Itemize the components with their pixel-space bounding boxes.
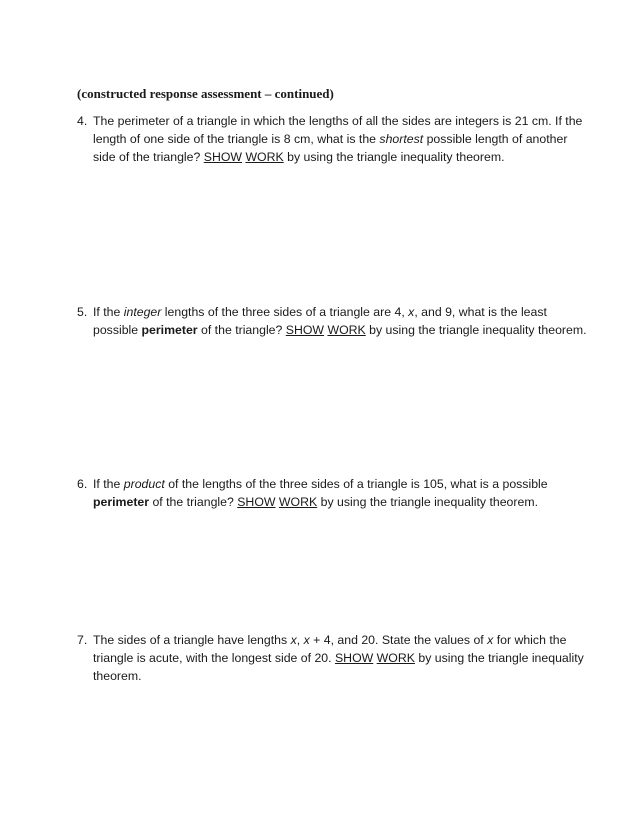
text-run: lengths of the three sides of a triangle are 4, <box>161 305 409 319</box>
question-text <box>93 475 577 511</box>
text-run: by using the triangle inequality theorem. <box>365 323 587 337</box>
question-7 <box>77 631 584 685</box>
show-underlined: SHOW <box>237 495 276 509</box>
question-text <box>93 112 583 166</box>
text-run: of the lengths of the three sides of a triangle is 105, what is a possible <box>164 477 548 491</box>
text-run: If the <box>93 477 124 491</box>
text-run: possible <box>93 323 142 337</box>
work-underlined: WORK <box>278 495 318 509</box>
text-run: , <box>296 633 304 647</box>
text-line <box>93 667 577 685</box>
text-run: triangle is acute, with the longest side of 20. <box>93 651 335 665</box>
text-run: for which the <box>493 633 567 647</box>
emphasis-integer: integer <box>123 305 162 319</box>
text-line <box>93 303 577 321</box>
text-run: of the triangle? <box>197 323 286 337</box>
show-underlined: SHOW <box>285 323 325 337</box>
work-underlined: WORK <box>245 150 284 164</box>
text-run: If the <box>93 305 124 319</box>
section-heading: (constructed response assessment – continued) <box>77 86 334 101</box>
variable-x: x <box>408 305 415 319</box>
text-line <box>93 475 577 493</box>
question-number: 4. <box>77 114 88 128</box>
text-line <box>93 321 587 339</box>
text-run: of the triangle? <box>149 495 238 509</box>
question-text <box>93 631 584 685</box>
question-number: 6. <box>77 477 88 491</box>
work-underlined: WORK <box>327 323 366 337</box>
text-run: possible length of another <box>423 132 568 146</box>
text-line <box>93 649 584 667</box>
question-5 <box>77 303 587 339</box>
bold-perimeter: perimeter <box>93 495 150 509</box>
text-run: + 4, and 20. State the values of <box>309 633 488 647</box>
question-text <box>93 303 587 339</box>
text-line <box>93 148 577 166</box>
text-run: by using the triangle inequality theorem. <box>283 150 505 164</box>
text-run: by using the triangle inequality theorem. <box>317 495 538 509</box>
question-4 <box>77 112 583 166</box>
variable-x: x <box>290 633 297 647</box>
show-underlined: SHOW <box>203 150 243 164</box>
text-line <box>93 112 583 130</box>
work-underlined: WORK <box>376 651 415 665</box>
text-line <box>93 631 577 649</box>
text-run: , and 9, what is the least <box>414 305 547 319</box>
text-run: The perimeter of a triangle in which the lengths of all the sides are integers is 21 cm. If the <box>93 114 583 128</box>
text-line <box>93 130 577 148</box>
bold-perimeter: perimeter <box>141 323 198 337</box>
question-number: 5. <box>77 305 88 319</box>
text-run: length of one side of the triangle is 8 cm, what is the <box>93 132 380 146</box>
text-run: theorem. <box>93 669 142 683</box>
emphasis-shortest: shortest <box>379 132 424 146</box>
emphasis-product: product <box>123 477 165 491</box>
variable-x: x <box>303 633 310 647</box>
question-6 <box>77 475 577 511</box>
text-run: side of the triangle? <box>93 150 204 164</box>
text-run: by using the triangle inequality <box>414 651 584 665</box>
question-number: 7. <box>77 633 88 647</box>
show-underlined: SHOW <box>334 651 374 665</box>
text-run: The sides of a triangle have lengths <box>93 633 291 647</box>
variable-x: x <box>487 633 494 647</box>
text-line <box>93 493 577 511</box>
